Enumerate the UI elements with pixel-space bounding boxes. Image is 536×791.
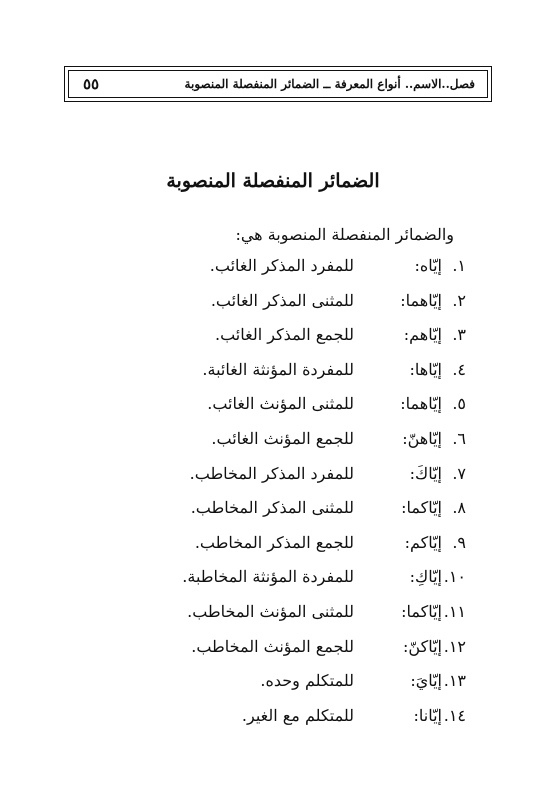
item-number: ٨.: [452, 498, 466, 518]
item-pronoun: إيّاهما:: [400, 290, 442, 310]
item-pronoun: إيّاكنّ:: [403, 636, 442, 656]
item-pronoun: إيّاكم:: [404, 532, 442, 552]
item-pronoun: إيّاهم:: [403, 325, 442, 345]
item-description: للمفرد المذكر الغائب.: [209, 256, 354, 275]
item-number: ٣.: [452, 325, 466, 345]
item-number: ٢.: [452, 290, 466, 310]
item-description: للمتكلم وحده.: [260, 671, 354, 691]
item-description: للمفرد المذكر المخاطب.: [189, 463, 354, 483]
list-item: [146, 325, 466, 360]
item-number: ١٢.: [443, 636, 466, 656]
item-description: للجمع المؤنث المخاطب.: [191, 636, 354, 656]
list-item: [146, 671, 466, 706]
list-item: [146, 602, 466, 637]
item-pronoun: إيّاكِ:: [409, 567, 442, 587]
item-number: ٧.: [452, 463, 466, 483]
item-description: للمثنى المؤنث المخاطب.: [187, 601, 354, 621]
item-description: للمثنى المؤنث الغائب.: [207, 394, 354, 414]
section-title: الضمائر المنفصلة المنصوبة: [166, 170, 380, 192]
item-number: ٩.: [452, 532, 466, 552]
item-pronoun: إيّاكَ:: [409, 463, 442, 483]
item-number: ٦.: [452, 428, 466, 448]
list-item: [146, 567, 466, 602]
item-pronoun: إيّاكما:: [401, 601, 442, 621]
item-description: للمثنى المذكر الغائب.: [210, 290, 354, 310]
item-number: ١٣.: [443, 671, 466, 691]
item-description: للمفردة المؤنثة المخاطبة.: [182, 567, 354, 587]
item-number: ١.: [452, 256, 466, 275]
item-pronoun: إيّاه:: [414, 256, 442, 275]
page-header: [64, 66, 492, 102]
item-pronoun: إيّانا:: [413, 705, 442, 725]
item-description: للجمع المؤنث الغائب.: [211, 428, 354, 448]
item-pronoun: إيّاكما:: [401, 498, 442, 518]
list-item: [146, 360, 466, 395]
pronoun-list: [146, 256, 466, 740]
list-item: [146, 533, 466, 568]
item-number: ١١.: [443, 601, 466, 621]
item-number: ١٤.: [443, 705, 466, 725]
item-description: للمثنى المذكر المخاطب.: [190, 498, 354, 518]
item-number: ٤.: [452, 359, 466, 379]
list-item: [146, 256, 466, 291]
list-item: [146, 429, 466, 464]
list-item: [146, 637, 466, 672]
list-item: [146, 291, 466, 326]
item-pronoun: إيّاهما:: [400, 394, 442, 414]
intro-text: والضمائر المنفصلة المنصوبة هي:: [235, 225, 454, 244]
item-description: للمتكلم مع الغير.: [241, 705, 354, 725]
page-number: ٥٥: [83, 75, 100, 93]
running-head: فصل..الاسم.. أنواع المعرفة ــ الضمائر المنفصلة المنصوبة: [184, 77, 475, 91]
list-item: [146, 706, 466, 741]
item-pronoun: إيّايَ:: [410, 671, 442, 691]
item-pronoun: إيّاها:: [409, 359, 442, 379]
item-number: ٥.: [452, 394, 466, 414]
header-inner-border: [68, 70, 488, 98]
list-item: [146, 464, 466, 499]
item-number: ١٠.: [443, 567, 466, 587]
item-description: للجمع المذكر المخاطب.: [194, 532, 354, 552]
item-description: للمفردة المؤنثة الغائبة.: [202, 359, 354, 379]
list-item: [146, 394, 466, 429]
list-item: [146, 498, 466, 533]
item-pronoun: إيّاهنّ:: [402, 428, 442, 448]
item-description: للجمع المذكر الغائب.: [214, 325, 354, 345]
